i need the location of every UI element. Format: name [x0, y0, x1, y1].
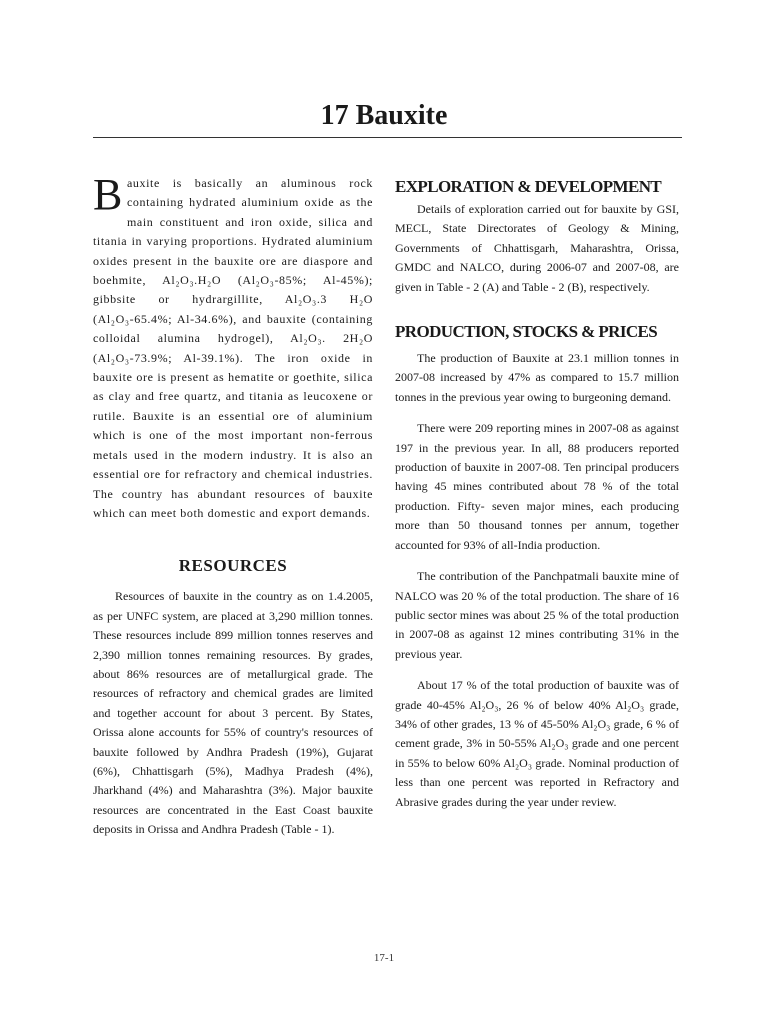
resources-paragraph: Resources of bauxite in the country as on 1.4.2005, as per UNFC system, are placed at 3,290 million tonnes. These resources include 899 million tonnes reserves and 2,390 million tonnes remaining resources. By grades, about 86% resources are of metallurgical grade. The resources of refractory and chemical grades are limited and together account for about 3 percent. By States, Orissa alone accounts for 55% of country's resources of bauxite followed by Andhra Pradesh (19%), Gujarat (6%), Chhattisgarh (5%), Madhya Pradesh (4%), Jharkhand (4%) and Maharashtra (3%). Major bauxite resources are concentrated in the East Coast bauxite deposits in Orissa and Andhra Pradesh (Table - 1).	[93, 589, 373, 837]
production-paragraph: The contribution of the Panchpatmali bauxite mine of NALCO was 20 % of the total production. The share of 16 public sector mines was about 25 % of the total production in 2007-08 as against 12 mines contributing 31% in the previous year.	[395, 569, 679, 661]
title-rule	[93, 137, 682, 138]
right-column	[395, 174, 679, 812]
resources-heading: RESOURCES	[178, 556, 288, 576]
production-paragraph: There were 209 reporting mines in 2007-08 as against 197 in the previous year. In all, 88 producers reported production of bauxite in 2007-08. Ten principal producers having 45 mines contributed about 78 % of the total production. Fifty- seven major mines, each producing more than 50 thousand tonnes per annum, together accounted for 93% of all-India production.	[395, 421, 679, 552]
exploration-heading: EXPLORATION & DEVELOPMENT	[395, 177, 662, 196]
intro-text: auxite is basically an aluminous rock containing hydrated aluminium oxide as the main constituent and iron oxide, silica and titania in varying proportions. Hydrated aluminium oxides present in the bauxite ore are diaspore and boehmite, Al₂O₃.H₂O (Al₂O₃-85%; Al-45%); gibbsite or hydrargillite, Al₂O₃.3 H₂O (Al₂O₃-65.4%; Al-34.6%), and bauxite (containing colloidal alumina hydrogel), Al₂O₃. 2H₂O (Al₂O₃-73.9%; Al-39.1%). The iron oxide in bauxite ore is present as hematite or goethite, silica as clay and free quartz, and titania as leucoxene or rutile. Bauxite is an essential ore of aluminium which is one of the most important non-ferrous metals used in the modern industry. It is also an essential ore for refractory and chemical industries. The country has abundant resources of bauxite which can meet both domestic and export demands.	[93, 176, 373, 520]
production-heading: PRODUCTION, STOCKS & PRICES	[395, 322, 658, 342]
intro-paragraph	[93, 170, 373, 523]
production-paragraph: About 17 % of the total production of bauxite was of grade 40-45% Al₂O₃, 26 % of below 40% Al₂O₃ grade, 34% of other grades, 13 % of 45-50% Al₂O₃ grade, 6 % of cement grade, 3% in 50-55% Al₂O₃ grade and one percent in 55% to below 60% Al₂O₃ grade. Nominal production of less than one percent was reported in Refractory and Abrasive grades during the year under review.	[395, 678, 679, 809]
left-column	[93, 170, 373, 840]
production-paragraph: The production of Bauxite at 23.1 million tonnes in 2007-08 increased by 47% as compared to 15.7 million tonnes in the previous year owing to burgeoning demand.	[395, 351, 679, 404]
exploration-paragraph: Details of exploration carried out for bauxite by GSI, MECL, State Directorates of Geology & Mining, Governments of Chhattisgarh, Maharashtra, Orissa, GMDC and NALCO, during 2006-07 and 2007-08, are given in Table - 2 (A) and Table - 2 (B), respectively.	[395, 202, 679, 294]
page-number: 17-1	[373, 952, 395, 964]
page-title: 17 Bauxite	[320, 100, 448, 131]
drop-cap: B	[93, 170, 123, 219]
